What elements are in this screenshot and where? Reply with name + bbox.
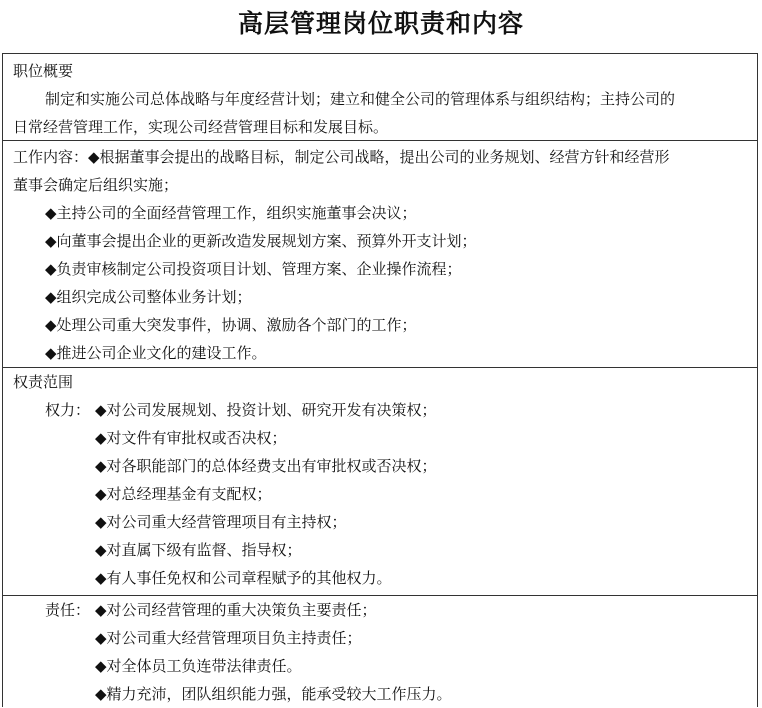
work-section: [3, 141, 757, 368]
authority-item: ◆对公司发展规划、投资计划、研究开发有决策权；: [95, 401, 437, 419]
work-item: ◆主持公司的全面经营管理工作，组织实施董事会决议；: [45, 204, 417, 222]
responsibility-item: ◆对全体员工负连带法律责任。: [95, 657, 302, 675]
responsibility-item: ◆对公司重大经营管理项目负主持责任；: [95, 629, 362, 647]
page-title: 高层管理岗位职责和内容: [237, 9, 524, 38]
responsibility-item: ◆对公司经营管理的重大决策负主要责任；: [95, 601, 377, 619]
work-item: ◆推进公司企业文化的建设工作。: [45, 344, 267, 362]
authority-label: 权力：: [45, 401, 91, 419]
responsibility-section: [3, 596, 757, 708]
work-item: ◆组织完成公司整体业务计划；: [45, 288, 252, 306]
overview-heading: 职位概要: [13, 62, 74, 80]
overview-line: 日常经营管理工作，实现公司经营管理目标和发展目标。: [13, 118, 389, 136]
work-second-line: 董事会确定后组织实施；: [13, 176, 179, 194]
authority-heading: 权责范围: [13, 373, 74, 391]
authority-section: [3, 368, 757, 596]
authority-item: ◆对各职能部门的总体经费支出有审批权或否决权；: [95, 457, 437, 475]
work-item: ◆负责审核制定公司投资项目计划、管理方案、企业操作流程；: [45, 260, 462, 278]
overview-line: 制定和实施公司总体战略与年度经营计划；建立和健全公司的管理体系与组织结构；主持公司的: [45, 90, 676, 108]
work-first-line: 工作内容：◆根据董事会提出的战略目标，制定公司战略，提出公司的业务规划、经营方针和经营形: [13, 148, 670, 166]
authority-item: ◆对公司重大经营管理项目有主持权；: [95, 513, 347, 531]
work-item: ◆向董事会提出企业的更新改造发展规划方案、预算外开支计划；: [45, 232, 477, 250]
overview-section: [3, 54, 757, 141]
authority-item: ◆有人事任免权和公司章程赋予的其他权力。: [95, 569, 392, 587]
work-item: ◆处理公司重大突发事件，协调、激励各个部门的工作；: [45, 316, 417, 334]
authority-item: ◆对总经理基金有支配权；: [95, 485, 272, 503]
authority-item: ◆对直属下级有监督、指导权；: [95, 541, 302, 559]
authority-item: ◆对文件有审批权或否决权；: [95, 429, 287, 447]
responsibility-label: 责任：: [45, 601, 91, 619]
duty-table: [2, 53, 758, 707]
responsibility-item: ◆精力充沛，团队组织能力强，能承受较大工作压力。: [95, 685, 452, 703]
